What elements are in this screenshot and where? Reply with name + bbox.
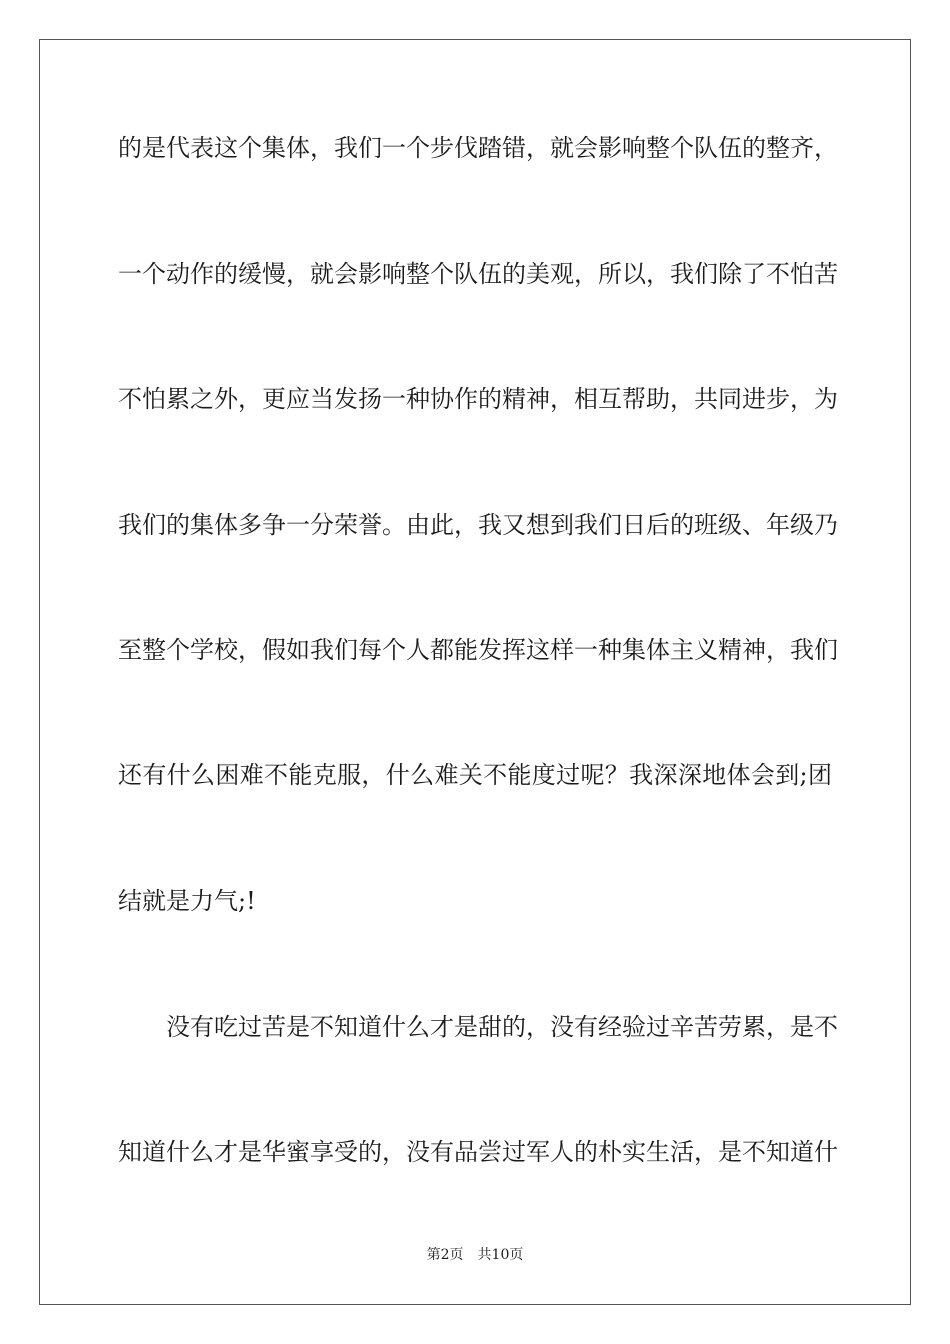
text-line: 结就是力气;! [118, 887, 256, 915]
text-line: 不怕累之外，更应当发扬一种协作的精神，相互帮助，共同进步，为 [118, 385, 838, 413]
text-line: 知道什么才是华蜜享受的，没有品尝过军人的朴实生活，是不知道什 [118, 1138, 838, 1166]
page-total: 共10页 [477, 1247, 524, 1263]
text-line: 的是代表这个集体，我们一个步伐踏错，就会影响整个队伍的整齐， [118, 134, 838, 162]
paragraph-start-line: 没有吃过苦是不知道什么才是甜的，没有经验过辛苦劳累，是不 [118, 1013, 838, 1041]
page-number: 第2页 [426, 1247, 464, 1263]
page-border [39, 39, 911, 1305]
page-footer [0, 1246, 950, 1264]
text-line: 至整个学校，假如我们每个人都能发挥这样一种集体主义精神，我们 [118, 636, 838, 664]
text-line: 我们的集体多争一分荣誉。由此，我又想到我们日后的班级、年级乃 [118, 511, 838, 539]
text-line: 还有什么困难不能克服，什么难关不能度过呢？我深深地体会到;团 [118, 761, 832, 789]
text-line: 一个动作的缓慢，就会影响整个队伍的美观，所以，我们除了不怕苦 [118, 260, 838, 288]
